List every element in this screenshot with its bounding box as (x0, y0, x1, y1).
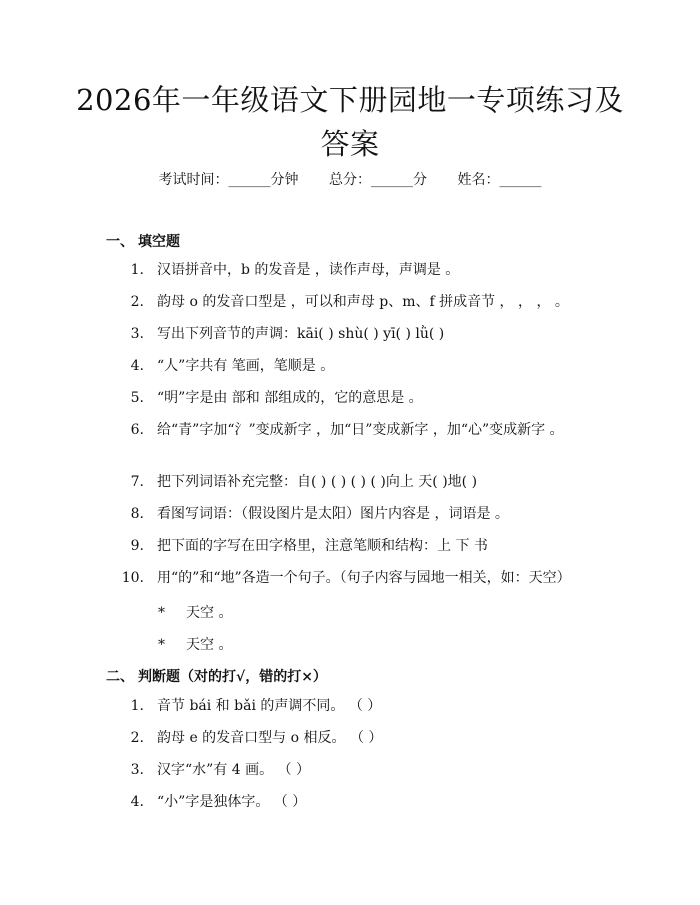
question-item (106, 290, 596, 314)
question-text: “人”字共有 笔画，笔顺是 。 (157, 358, 335, 374)
question-item (106, 502, 596, 526)
document-title: 2026年一年级语文下册园地一专项练习及答案 (76, 83, 624, 161)
question-number: 3. (130, 762, 144, 778)
question-text: 音节 bái 和 bǎi 的声调不同。 （ ） (157, 698, 382, 714)
section-number: 二、 (106, 669, 134, 685)
section-number: 一、 (106, 234, 134, 250)
question-number: 7. (130, 474, 144, 490)
question-number: 4. (130, 794, 144, 810)
question-text: 汉字“水”有 4 画。 （ ） (157, 762, 311, 778)
question-text: 看图写词语：（假设图片是太阳）图片内容是 ，词语是 。 (157, 506, 509, 522)
question-text: 用“的”和“地”各造一个句子。（句子内容与园地一相关，如：天空） (157, 570, 571, 586)
question-number: 10. (121, 570, 144, 586)
question-item (106, 758, 596, 782)
question-text: “明”字是由 部和 部组成的，它的意思是 。 (157, 390, 423, 406)
section-true-false-heading (106, 666, 327, 686)
question-item (106, 386, 596, 410)
exam-time-field: 考试时间：______分钟 (158, 172, 299, 188)
question-item (106, 694, 596, 718)
question-number: 1. (130, 698, 144, 714)
bullet-marker: * (158, 637, 165, 653)
question-text: 韵母 o 的发音口型是 ，可以和声母 p、m、f 拼成音节 ， ， ， 。 (157, 294, 569, 310)
question-number: 2. (130, 730, 144, 746)
question-number: 2. (130, 294, 144, 310)
question-number: 8. (130, 506, 144, 522)
section-fill-in-heading (106, 231, 180, 251)
question-number: 5. (130, 390, 144, 406)
question-text: 汉语拼音中，b 的发音是 ，读作声母，声调是 。 (157, 262, 460, 278)
question-number: 4. (130, 358, 144, 374)
question-number: 6. (130, 422, 144, 438)
question-text: 写出下列音节的声调：kāi( ) shù( ) yī( ) lǜ( ) (157, 326, 445, 342)
sub-item-text: 天空 。 (186, 605, 233, 621)
question-item (106, 790, 596, 814)
sub-item-text: 天空 。 (186, 637, 233, 653)
question-item (106, 418, 596, 442)
section-title: 判断题（对的打√，错的打×） (138, 669, 327, 685)
question-text: 给“青”字加“氵”变成新字 ，加“日”变成新字 ，加“心”变成新字 。 (157, 422, 564, 438)
question-item (106, 534, 596, 558)
question-number: 3. (130, 326, 144, 342)
question-item (106, 470, 596, 494)
section-title: 填空题 (138, 234, 180, 250)
student-name-field: 姓名：______ (457, 172, 542, 188)
question-text: 把下面的字写在田字格里，注意笔顺和结构：上 下 书 (157, 538, 488, 554)
question-item (106, 726, 596, 750)
question-item (106, 322, 596, 346)
question-item (106, 258, 596, 282)
question-text: 韵母 e 的发音口型与 o 相反。 （ ） (157, 730, 383, 746)
question-number: 1. (130, 262, 144, 278)
question-text: 把下列词语补充完整：自( ) ( ) ( ) ( )向上 天( )地( ) (157, 474, 478, 490)
exam-info-line (0, 169, 700, 189)
question-number: 9. (130, 538, 144, 554)
question-item (106, 354, 596, 378)
total-score-field: 总分：______分 (329, 172, 427, 188)
answer-sub-item (158, 634, 232, 654)
question-item (106, 566, 596, 590)
question-text: “小”字是独体字。 （ ） (157, 794, 307, 810)
bullet-marker: * (158, 605, 165, 621)
answer-sub-item (158, 602, 232, 622)
